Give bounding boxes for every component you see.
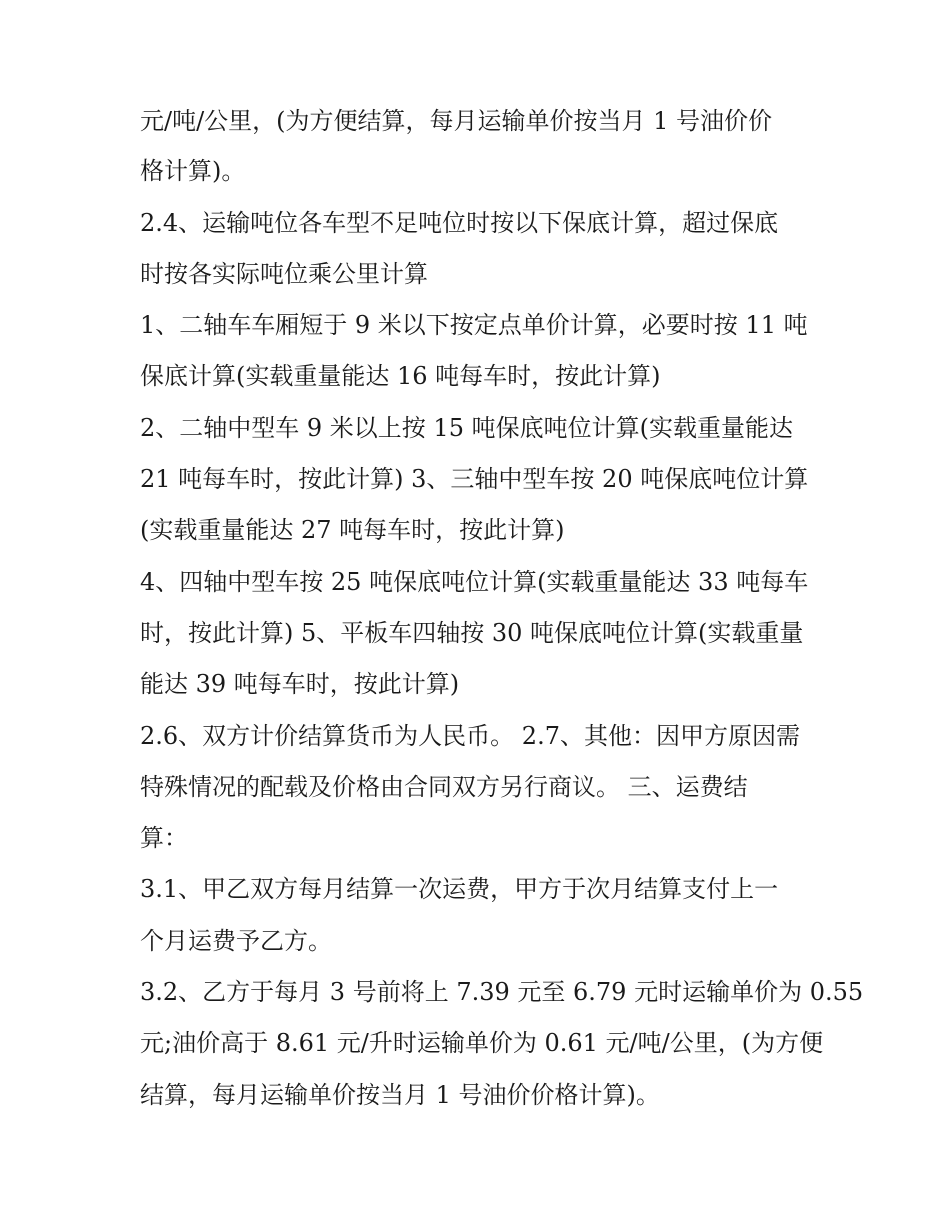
text-line: 3.1、甲乙双方每月结算一次运费，甲方于次月结算支付上一 xyxy=(140,875,779,903)
text-line: 保底计算(实载重量能达 16 吨每车时，按此计算) xyxy=(140,362,661,390)
text-line: 4、四轴中型车按 25 吨保底吨位计算(实载重量能达 33 吨每车 xyxy=(140,568,809,596)
text-line: 2、二轴中型车 9 米以上按 15 吨保底吨位计算(实载重量能达 xyxy=(140,414,793,442)
text-line: 时，按此计算) 5、平板车四轴按 30 吨保底吨位计算(实载重量 xyxy=(140,619,804,647)
text-line: 格计算)。 xyxy=(140,157,246,185)
text-line: 21 吨每车时，按此计算) 3、三轴中型车按 20 吨保底吨位计算 xyxy=(140,465,809,493)
text-line: 元;油价高于 8.61 元/升时运输单价为 0.61 元/吨/公里，(为方便 xyxy=(140,1029,824,1057)
text-line: (实载重量能达 27 吨每车时，按此计算) xyxy=(140,516,565,544)
text-line: 算： xyxy=(140,824,188,852)
text-line: 2.4、运输吨位各车型不足吨位时按以下保底计算，超过保底 xyxy=(140,209,779,237)
text-line: 时按各实际吨位乘公里计算 xyxy=(140,260,428,288)
text-line: 结算，每月运输单价按当月 1 号油价价格计算)。 xyxy=(140,1081,660,1109)
text-line: 个月运费予乙方。 xyxy=(140,927,332,955)
text-line: 特殊情况的配载及价格由合同双方另行商议。 三、运费结 xyxy=(140,773,748,801)
text-line: 元/吨/公里，(为方便结算，每月运输单价按当月 1 号油价价 xyxy=(140,107,773,135)
text-line: 1、二轴车车厢短于 9 米以下按定点单价计算，必要时按 11 吨 xyxy=(140,311,808,339)
text-line: 3.2、乙方于每月 3 号前将上 7.39 元至 6.79 元时运输单价为 0.55 xyxy=(140,978,864,1006)
text-line: 能达 39 吨每车时，按此计算) xyxy=(140,670,460,698)
text-line: 2.6、双方计价结算货币为人民币。 2.7、其他：因甲方原因需 xyxy=(140,722,800,750)
